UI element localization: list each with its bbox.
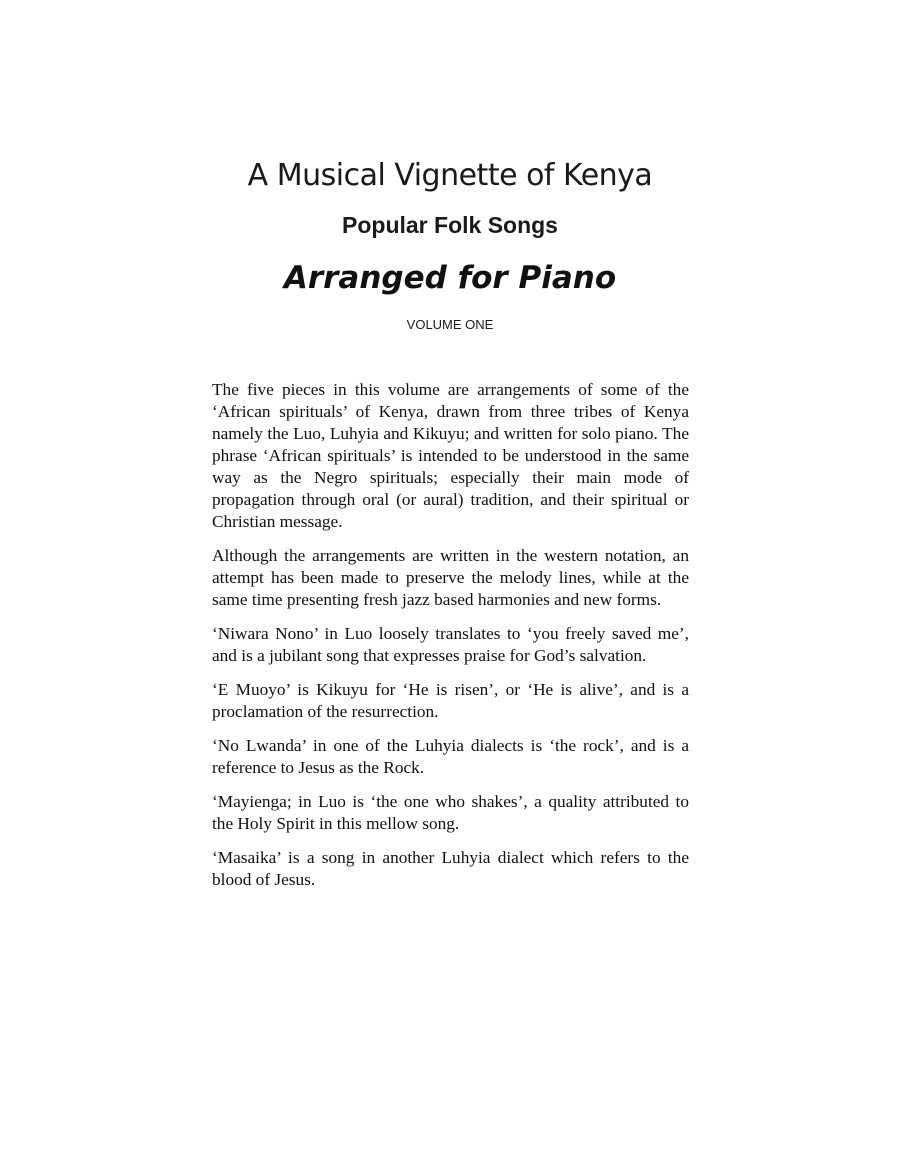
paragraph-notation: Although the arrangements are written in the western notation, an attempt has been made to preserve the melody lines, while at the same time presenting fresh jazz based harmonies and new forms. xyxy=(212,546,689,609)
paragraph-e-muoyo: ‘E Muoyo’ is Kikuyu for ‘He is risen’, or ‘He is alive’, and is a proclamation of the resurrection. xyxy=(212,680,689,721)
paragraph-masaika: ‘Masaika’ is a song in another Luhyia dialect which refers to the blood of Jesus. xyxy=(212,848,689,889)
document-title: A Musical Vignette of Kenya xyxy=(247,158,653,193)
arrangement-heading: Arranged for Piano xyxy=(283,260,617,296)
document-subtitle: Popular Folk Songs xyxy=(342,212,558,238)
paragraph-niwara-nono: ‘Niwara Nono’ in Luo loosely translates to ‘you freely saved me’, and is a jubilant song that expresses praise for God’s salvation. xyxy=(212,624,689,665)
paragraph-mayienga: ‘Mayienga; in Luo is ‘the one who shakes’, a quality attributed to the Holy Spirit in this mellow song. xyxy=(212,792,689,833)
introduction-text xyxy=(212,379,689,903)
volume-label: VOLUME ONE xyxy=(406,317,494,332)
paragraph-no-lwanda: ‘No Lwanda’ in one of the Luhyia dialects is ‘the rock’, and is a reference to Jesus as the Rock. xyxy=(212,736,689,777)
paragraph-intro: The five pieces in this volume are arrangements of some of the ‘African spirituals’ of Kenya, drawn from three tribes of Kenya namely the Luo, Luhyia and Kikuyu; and written for solo piano. The phrase ‘African spirituals’ is intended to be understood in the same way as the Negro spirituals; especially their main mode of propagation through oral (or aural) tradition, and their spiritual or Christian message. xyxy=(212,380,689,531)
